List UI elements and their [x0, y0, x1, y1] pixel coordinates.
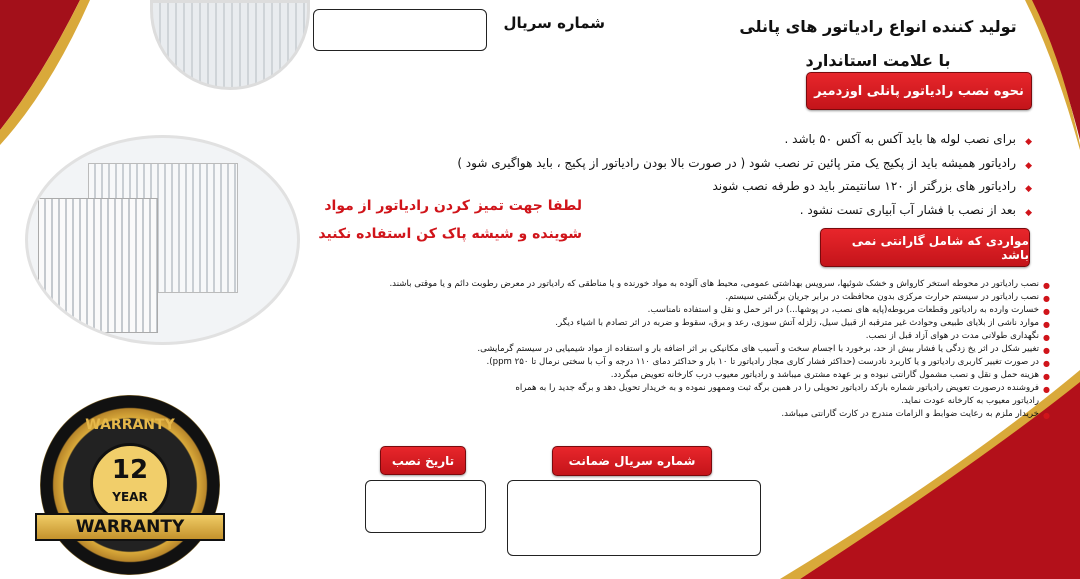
list-item: ● در صورت تغییر کاربری رادیاتور و یا کاربرد نادرست (حداکثر فشار کاری مجاز رادیاتور تا ۱۰ بار و حداکثر دمای ۱۱۰ درجه و آب با سختی نرمال تا ۲۵۰ ppm).	[260, 356, 1050, 369]
warranty-serial-label: شماره سریال ضمانت	[552, 446, 712, 476]
serial-number-field[interactable]	[313, 9, 487, 51]
header-title	[728, 10, 1028, 78]
cleaning-note-line-2: شوینده و شیشه پاک کن استفاده نکنید	[318, 226, 582, 242]
exclusions-button[interactable]: مواردی که شامل گارانتی نمی باشد	[820, 228, 1030, 267]
cleaning-note	[290, 192, 582, 248]
list-item: ● موارد ناشی از بلایای طبیعی وحوادث غیر مترقبه از قبیل سیل، زلزله آتش سوزی، رعد و برق، سقوط و ضربه در اثر تصادم با اشیاء دیگر.	[260, 317, 1050, 330]
list-item: ◆ رادیاتور های بزرگتر از ۱۲۰ سانتیمتر باید دو طرفه نصب شوند	[372, 175, 1032, 199]
badge-ribbon: WARRANTY	[35, 513, 225, 541]
install-date-field[interactable]	[365, 480, 486, 533]
serial-label: شماره سریال	[503, 14, 605, 32]
title-line-1: تولید کننده انواع رادیاتور های پانلی	[739, 17, 1017, 36]
install-date-label: تاریخ نصب	[380, 446, 466, 475]
warranty-serial-field[interactable]	[507, 480, 761, 556]
installation-guide-button[interactable]: نحوه نصب رادیاتور پانلی اوزدمیر	[806, 72, 1032, 110]
exclusions-list	[260, 278, 1050, 421]
badge-top-text: WARRANTY	[85, 417, 175, 433]
warranty-badge	[40, 395, 220, 575]
list-item: ● خریدار ملزم به رعایت ضوابط و الزامات مندرج در کارت گارانتی میباشد.	[260, 408, 1050, 421]
list-item: ● تغییر شکل در اثر یخ زدگی یا فشار بیش از حد، برخورد با اجسام سخت و آسیب های مکانیکی بر اثر اضافه بار و استفاده از مواد شیمیایی در سیستم گرمایشی.	[260, 343, 1050, 356]
title-line-2: با علامت استاندارد	[805, 51, 951, 70]
radiator-image	[25, 135, 300, 345]
badge-unit: YEAR	[112, 490, 148, 504]
list-item: ◆ برای نصب لوله ها باید آکس به آکس ۵۰ باشد .	[372, 128, 1032, 152]
list-item: ◆ بعد از نصب با فشار آب آبیاری تست نشود .	[372, 199, 1032, 223]
list-item: ● فروشنده درصورت تعویض رادیاتور شماره بارکد رادیاتور تحویلی را در همین برگه ثبت وممهور نموده و به خریدار تحویل دهد و برگه جدید را به همراه رادیاتور معیوب به کارخانه عودت نماید.	[260, 382, 1050, 408]
badge-number: 12	[111, 455, 149, 485]
cleaning-note-line-1: لطفا جهت تمیز کردن رادیاتور از مواد	[324, 198, 582, 214]
list-item: ● نصب رادیاتور در محوطه استخر کارواش و خشک شوئیها، سرویس بهداشتی عمومی، محیط های آلوده به مواد خورنده و یا مناطقی که رادیاتور در معرض رطوبت دائم و یا موقتی باشند.	[260, 278, 1050, 291]
list-item: ● نگهداری طولانی مدت در هوای آزاد قبل از نصب.	[260, 330, 1050, 343]
list-item: ● هزینه حمل و نقل و نصب مشمول گارانتی نبوده و بر عهده مشتری میباشد و رادیاتور معیوب درب کارخانه تعویض میگردد.	[260, 369, 1050, 382]
list-item: ● نصب رادیاتور در سیستم حرارت مرکزی بدون محافظت در برابر جریان برگشتی سیستم.	[260, 291, 1050, 304]
list-item: ◆ رادیاتور همیشه باید از پکیج یک متر پائین تر نصب شود ( در صورت بالا بودن رادیاتور از پکیج ، باید هواگیری شود )	[372, 152, 1032, 176]
list-item: ● خسارت وارده به رادیاتور وقطعات مربوطه(پایه های نصب، در پوشها...) در اثر حمل و نقل و استفاده نامناسب.	[260, 304, 1050, 317]
